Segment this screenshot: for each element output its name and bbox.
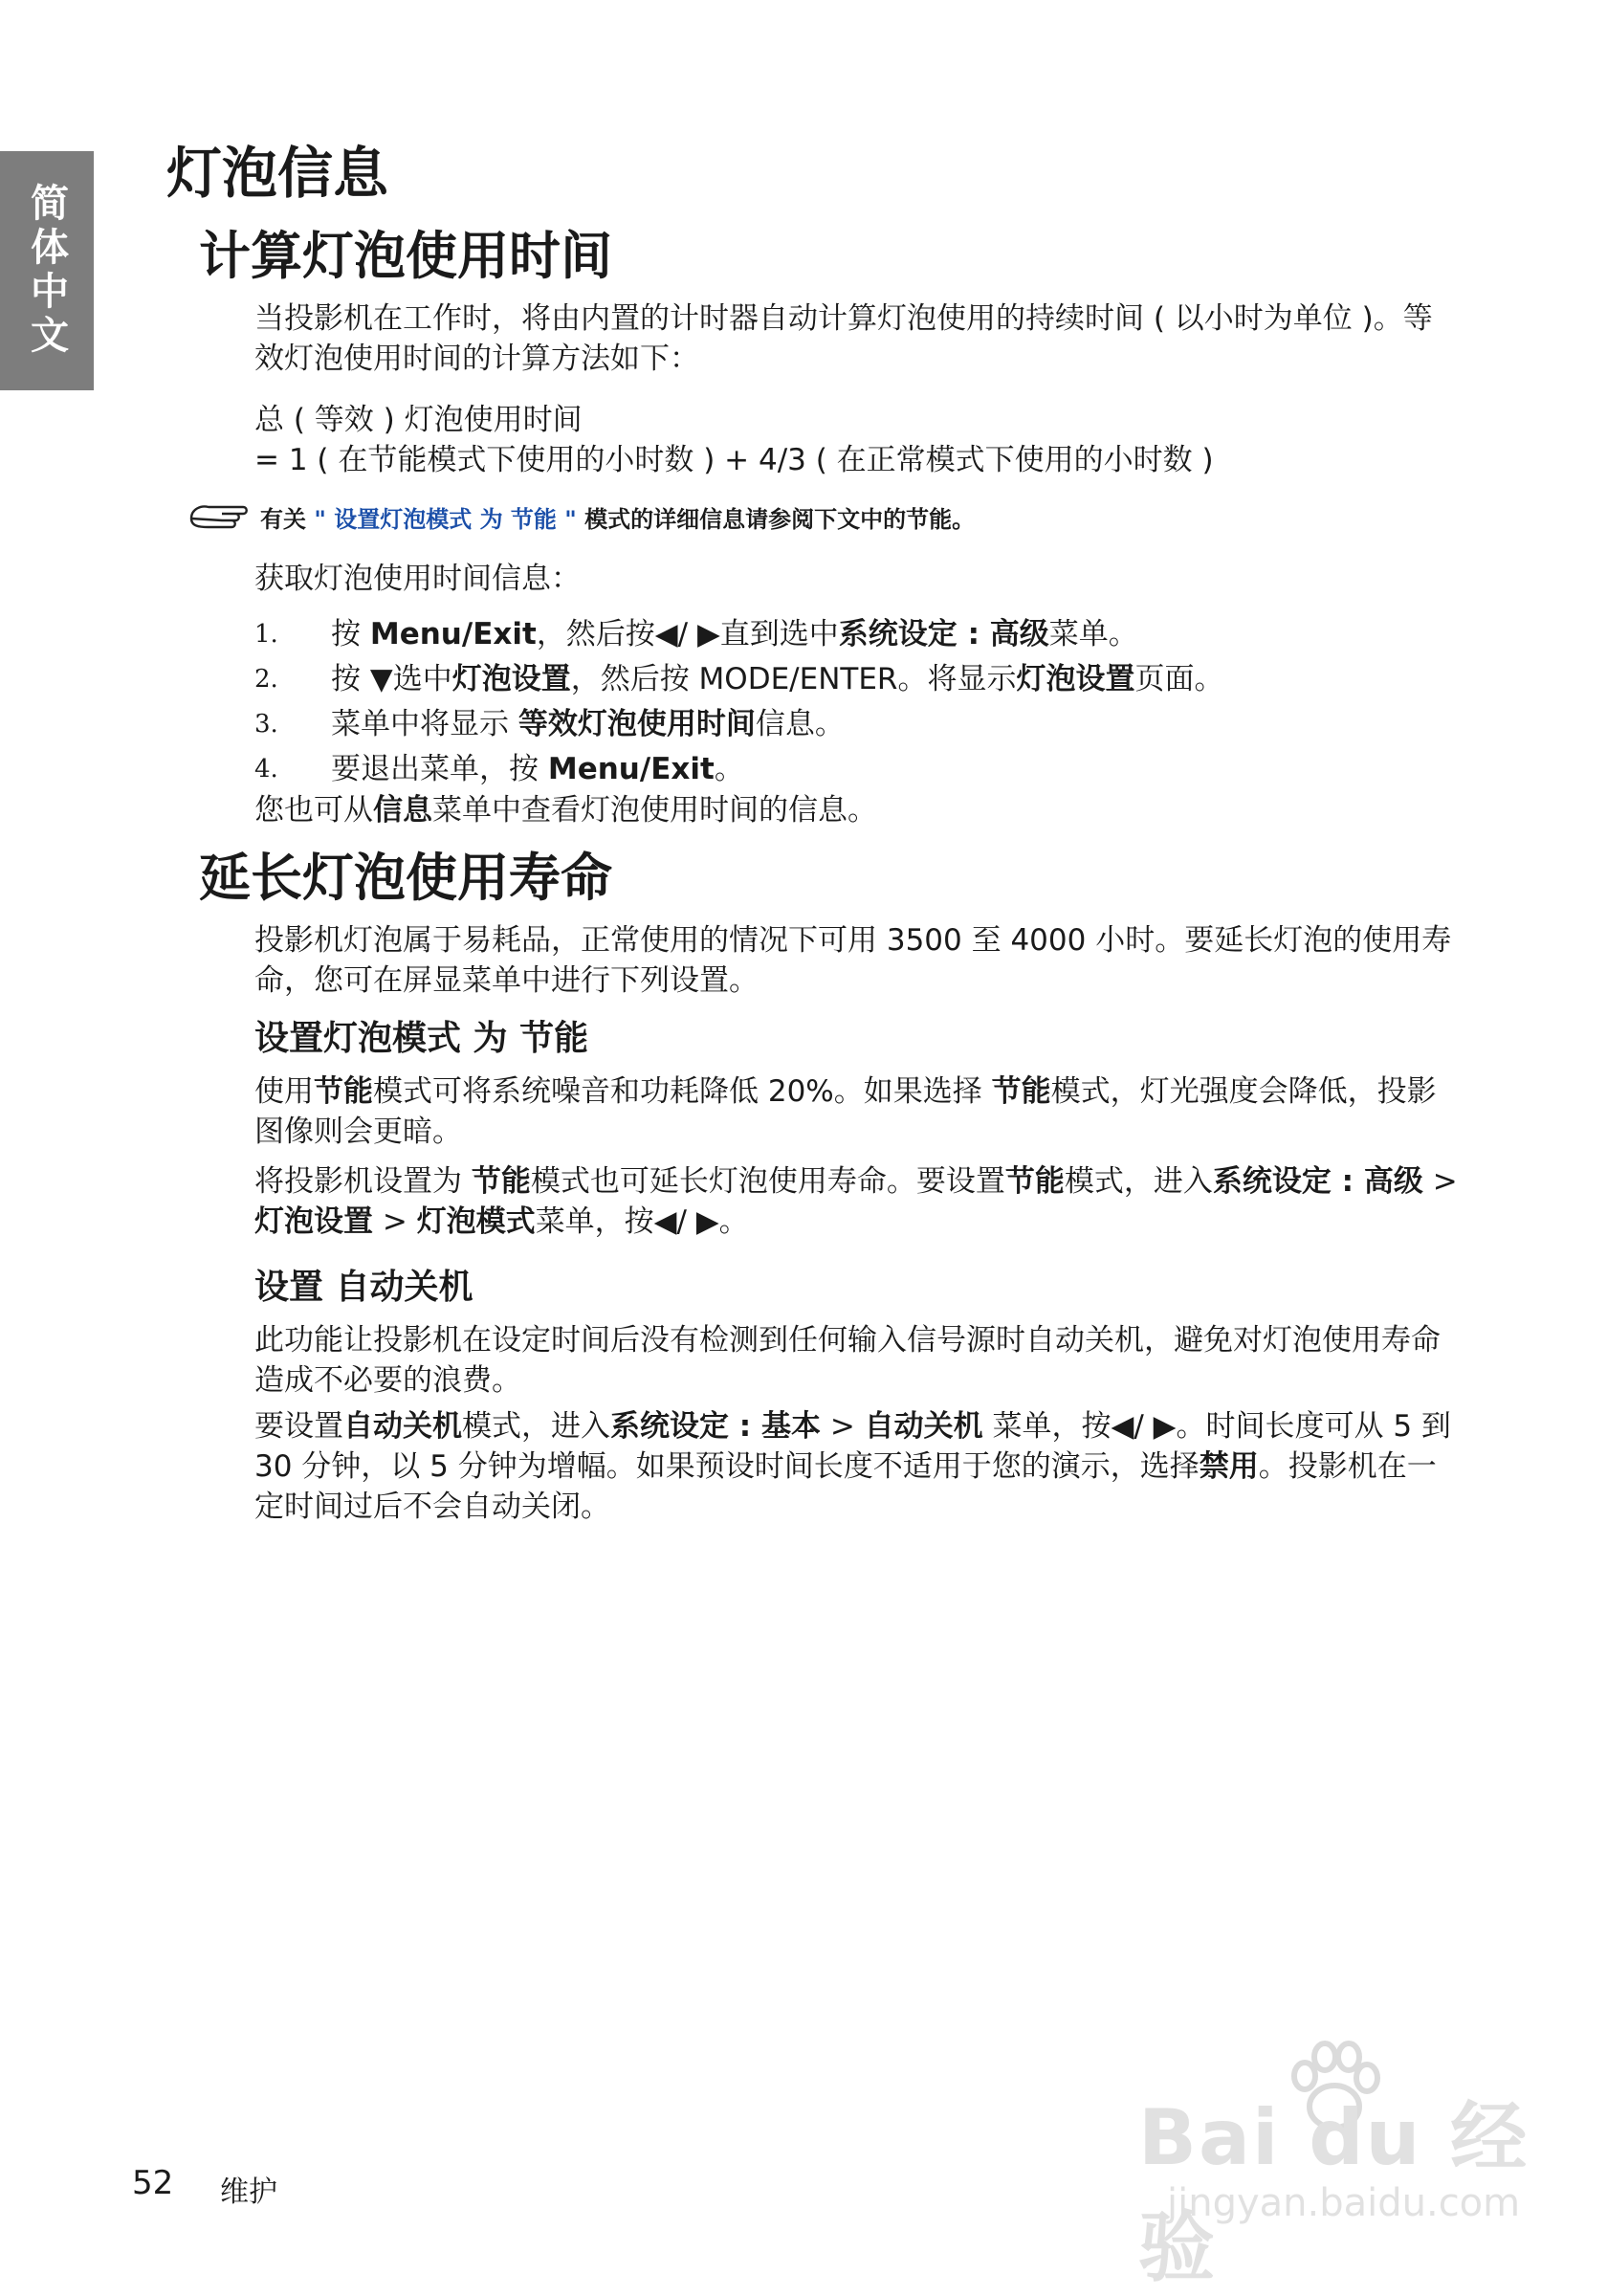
section-heading-extend-life: 延长灯泡使用寿命 — [199, 848, 612, 908]
note-link[interactable]: " 设置灯泡模式 为 节能 " — [314, 505, 577, 533]
list-item: 2. 按 ▼选中灯泡设置，然后按 MODE/ENTER。将显示灯泡设置页面。 — [254, 662, 1224, 696]
page-number: 52 — [132, 2164, 174, 2202]
sub1-paragraph-2: 将投影机设置为 节能模式也可延长灯泡使用寿命。要设置节能模式，进入系统设定 : 高级 > 灯泡设置 > 灯泡模式菜单，按◀/ ▶。 — [254, 1164, 1458, 1239]
formula-line-1: 总 ( 等效 ) 灯泡使用时间 — [254, 403, 583, 437]
section-heading-lamp-hours: 计算灯泡使用时间 — [199, 226, 612, 286]
side-tab-label: 简体中文 — [24, 183, 69, 359]
baidu-watermark — [1138, 2038, 1540, 2292]
obtain-label: 获取灯泡使用时间信息： — [254, 562, 581, 596]
sub1-paragraph-1: 使用节能模式可将系统噪音和功耗降低 20%。如果选择 节能模式，灯光强度会降低，投影图像则会更暗。 — [254, 1074, 1437, 1149]
pointing-hand-icon — [187, 497, 251, 536]
subheading-lamp-mode: 设置灯泡模式 为 节能 — [254, 1019, 589, 1058]
info-menu-line: 您也可从信息菜单中查看灯泡使用时间的信息。 — [254, 793, 877, 828]
watermark-logo: Bai du 经验 — [1138, 2093, 1530, 2292]
steps-list — [254, 612, 1460, 792]
formula-line-2: = 1 ( 在节能模式下使用的小时数 ) + 4/3 ( 在正常模式下使用的小时数 ) — [254, 443, 1214, 477]
section2-intro: 投影机灯泡属于易耗品，正常使用的情况下可用 3500 至 4000 小时。要延长灯泡的使用寿命，您可在屏显菜单中进行下列设置。 — [254, 923, 1452, 998]
section1-intro: 当投影机在工作时，将由内置的计时器自动计算灯泡使用的持续时间 ( 以小时为单位 )。等效灯泡使用时间的计算方法如下： — [254, 301, 1433, 376]
language-side-tab — [0, 151, 94, 390]
subheading-auto-off: 设置 自动关机 — [254, 1268, 473, 1307]
page-title: 灯泡信息 — [166, 141, 389, 206]
list-item: 4. 要退出菜单，按 Menu/Exit。 — [254, 752, 744, 786]
sub2-paragraph-1: 此功能让投影机在设定时间后没有检测到任何输入信号源时自动关机，避免对灯泡使用寿命造成不必要的浪费。 — [254, 1323, 1441, 1398]
watermark-url: jingyan.baidu.com — [1167, 2181, 1521, 2225]
footer-section: 维护 — [220, 2175, 277, 2209]
list-item: 3. 菜单中将显示 等效灯泡使用时间信息。 — [254, 707, 845, 741]
note — [187, 497, 975, 536]
note-prefix: 有关 — [260, 505, 315, 533]
sub2-paragraph-2: 要设置自动关机模式，进入系统设定 : 基本 > 自动关机 菜单，按◀/ ▶。时间长度可从 5 到 30 分钟，以 5 分钟为增幅。如果预设时间长度不适用于您的演示，选择禁用。投影机在一定时间过后不会自动关闭。 — [254, 1409, 1451, 1524]
list-item: 1. 按 Menu/Exit，然后按◀/ ▶直到选中系统设定 : 高级菜单。 — [254, 617, 1138, 651]
note-suffix: 模式的详细信息请参阅下文中的节能。 — [576, 505, 976, 533]
